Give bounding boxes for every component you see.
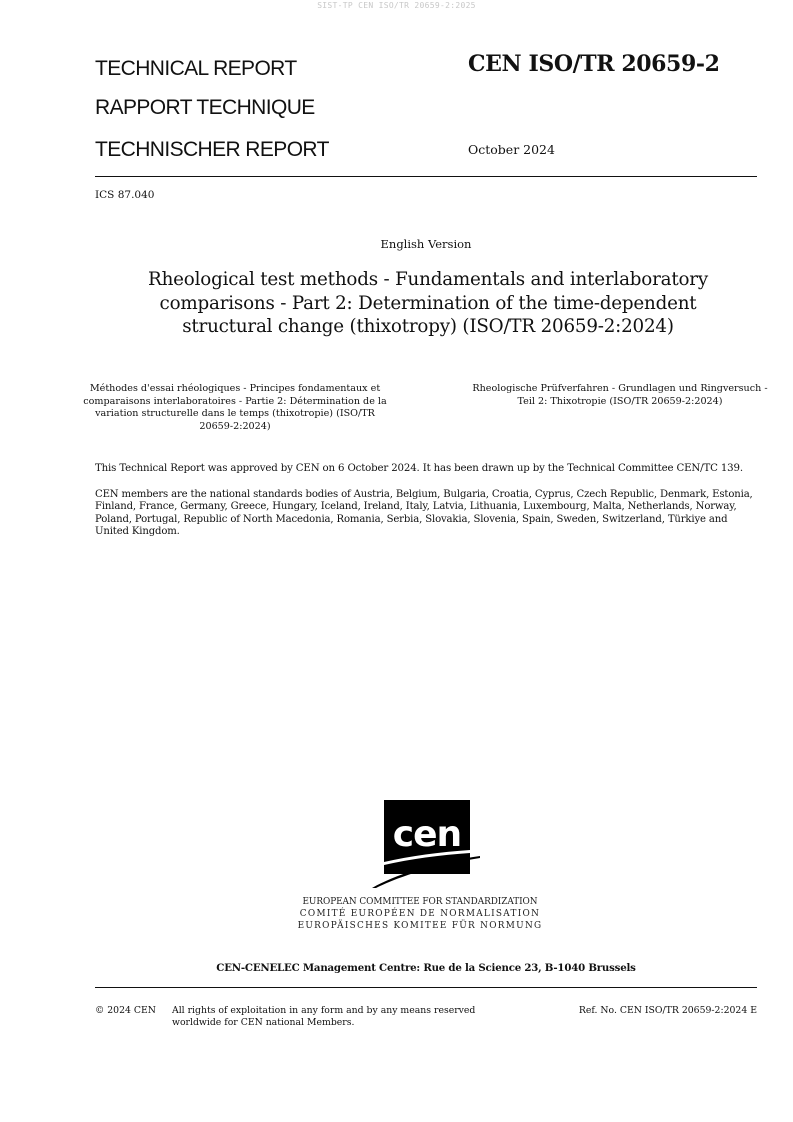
cen-logo-icon [370, 800, 482, 890]
header-rule [95, 176, 757, 177]
management-centre-address: CEN-CENELEC Management Centre: Rue de la Science 23, B-1040 Brussels [216, 962, 636, 974]
publication-date: October 2024 [468, 142, 555, 157]
org-name-en: EUROPEAN COMMITTEE FOR STANDARDIZATION [302, 897, 538, 907]
footer-rule [95, 987, 757, 988]
document-title: Rheological test methods - Fundamentals and interlaboratory comparisons - Part 2: Determination of the time-dependent structural change (thixotropy) (ISO/TR 20659-2:2024) [148, 269, 708, 337]
title-german: Rheologische Prüfverfahren - Grundlagen und Ringversuch - Teil 2: Thixotropie (ISO/TR 20659-2:2024) [472, 383, 768, 407]
report-type-de: TECHNISCHER REPORT [95, 138, 329, 161]
language-version: English Version [380, 237, 472, 251]
members-statement: CEN members are the national standards bodies of Austria, Belgium, Bulgaria, Croatia, Cyprus, Czech Republic, Denmark, Estonia, Finland, France, Germany, Greece, Hungary, Iceland, Ireland, Italy, Latvia, Lithuania, Luxembourg, Malta, Netherlands, Norway, Poland, Portugal, Republic of North Macedonia, Romania, Serbia, Slovakia, Slovenia, Spain, Sweden, Switzerland, Türkiye and United Kingdom. [95, 489, 753, 537]
ics-code: ICS 87.040 [95, 189, 155, 201]
approval-statement: This Technical Report was approved by CEN on 6 October 2024. It has been drawn up by the Technical Committee CEN/TC 139. [95, 463, 743, 474]
report-type-fr: RAPPORT TECHNIQUE [95, 96, 315, 119]
document-number: CEN ISO/TR 20659-2 [468, 51, 720, 77]
reference-number: Ref. No. CEN ISO/TR 20659-2:2024 E [578, 1005, 757, 1016]
cen-logo-text: cen [392, 814, 462, 855]
title-french: Méthodes d'essai rhéologiques - Principes fondamentaux et comparaisons interlaboratoires - Partie 2: Détermination de la variation structurelle dans le temps (thixotropie) (ISO/TR 20659-2:2024) [83, 383, 387, 432]
org-name-de: EUROPÄISCHES KOMITEE FÜR NORMUNG [297, 921, 543, 931]
report-type-en: TECHNICAL REPORT [95, 57, 297, 80]
copyright: © 2024 CEN [95, 1005, 156, 1016]
org-name-fr: COMITÉ EUROPÉEN DE NORMALISATION [299, 909, 541, 919]
watermark: SIST-TP CEN ISO/TR 20659-2:2025 [317, 1, 476, 10]
cen-logo [370, 800, 482, 890]
rights-statement: All rights of exploitation in any form and by any means reserved worldwide for CEN national Members. [172, 1005, 476, 1028]
